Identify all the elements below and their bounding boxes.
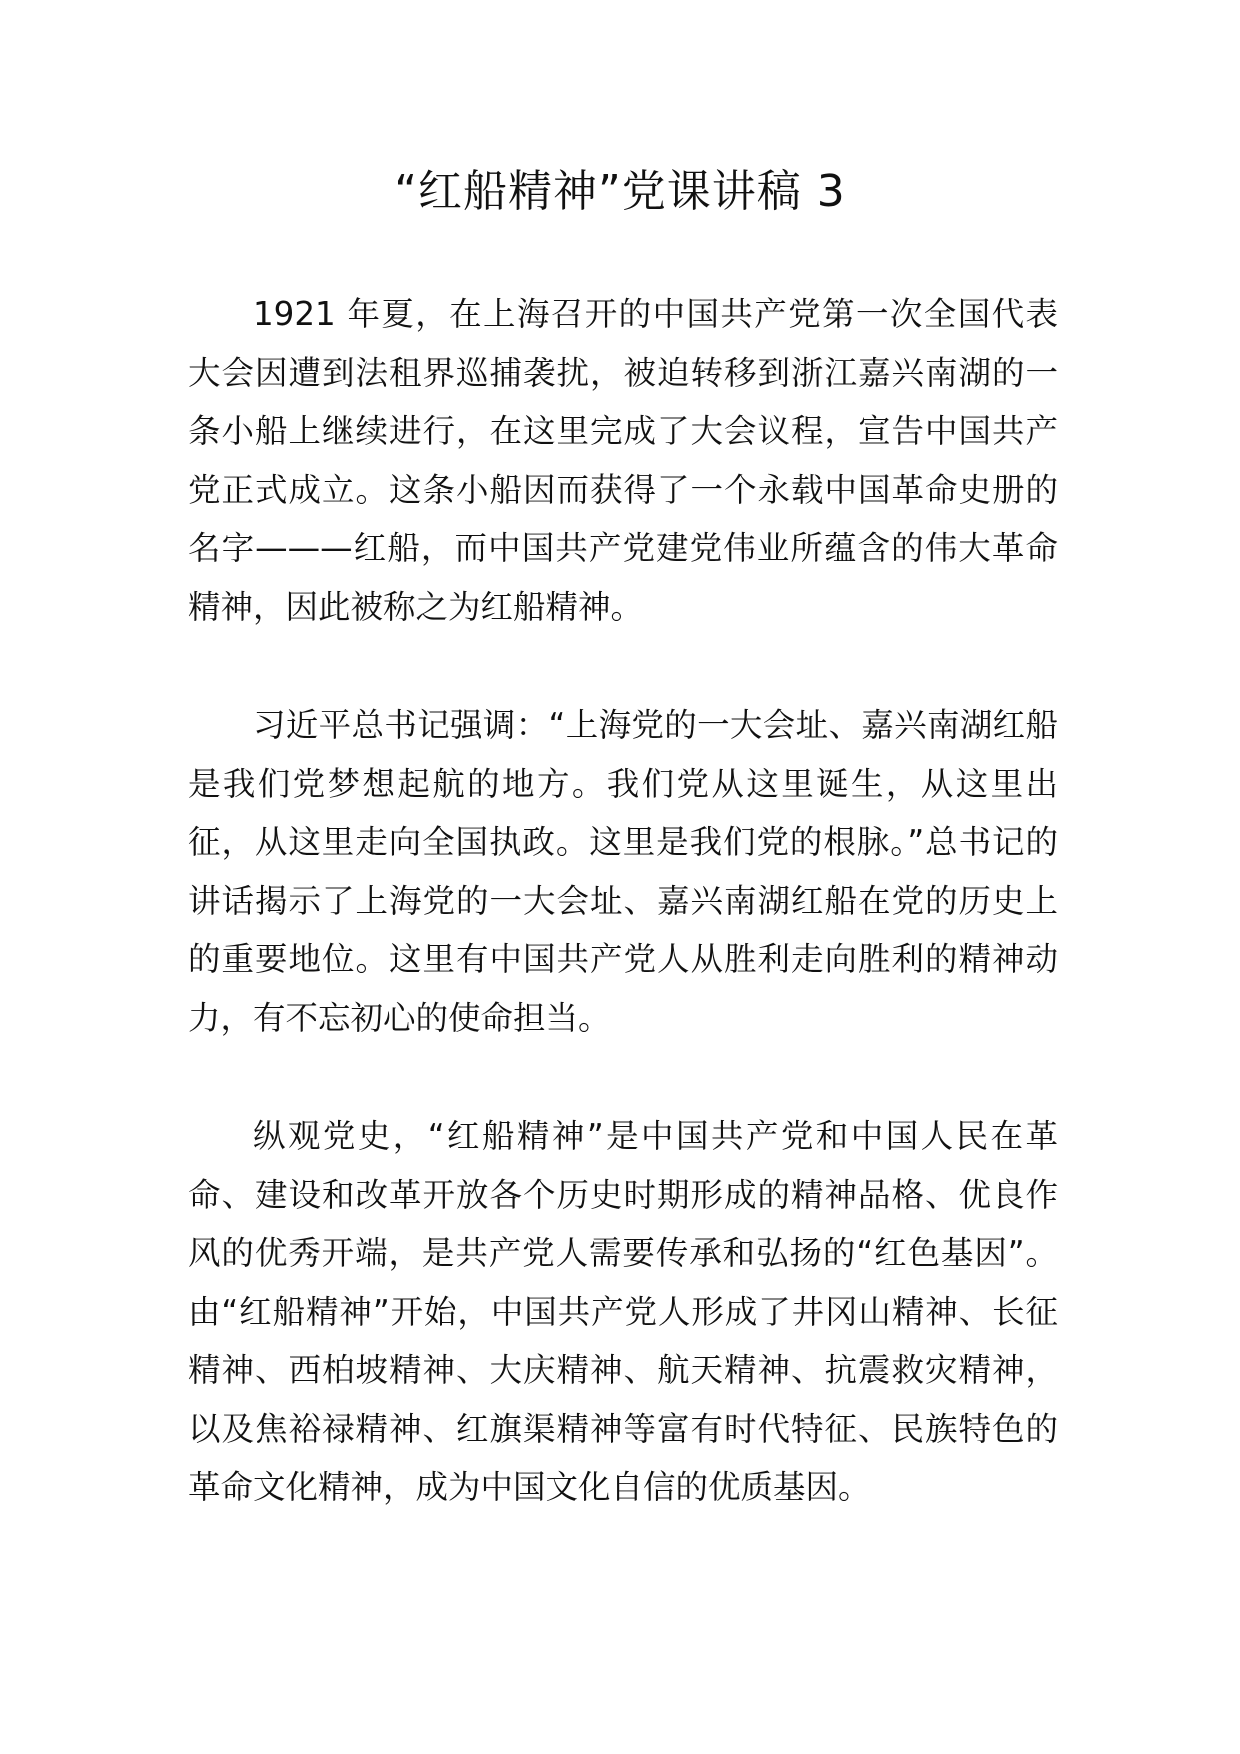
- paragraph-2: 习近平总书记强调：“上海党的一大会址、嘉兴南湖红船是我们党梦想起航的地方。我们党从这里诞生，从这里出征，从这里走向全国执政。这里是我们党的根脉。”总书记的讲话揭示了上海党的一大会址、嘉兴南湖红船在党的历史上的重要地位。这里有中国共产党人从胜利走向胜利的精神动力，有不忘初心的使命担当。: [188, 706, 1058, 1037]
- paragraph-1: 1921 年夏，在上海召开的中国共产党第一次全国代表大会因遭到法租界巡捕袭扰，被迫转移到浙江嘉兴南湖的一条小船上继续进行，在这里完成了大会议程，宣告中国共产党正式成立。这条小船因而获得了一个永载中国革命史册的名字———红船，而中国共产党建党伟业所蕴含的伟大革命精神，因此被称之为红船精神。: [188, 295, 1058, 626]
- paragraph-3: 纵观党史，“红船精神”是中国共产党和中国人民在革命、建设和改革开放各个历史时期形成的精神品格、优良作风的优秀开端，是共产党人需要传承和弘扬的“红色基因”。由“红船精神”开始，中国共产党人形成了井冈山精神、长征精神、西柏坡精神、大庆精神、航天精神、抗震救灾精神，以及焦裕禄精神、红旗渠精神等富有时代特征、民族特色的革命文化精神，成为中国文化自信的优质基因。: [188, 1117, 1058, 1506]
- document-body: [188, 285, 1058, 1577]
- document-title: “红船精神”党课讲稿 3: [394, 166, 846, 217]
